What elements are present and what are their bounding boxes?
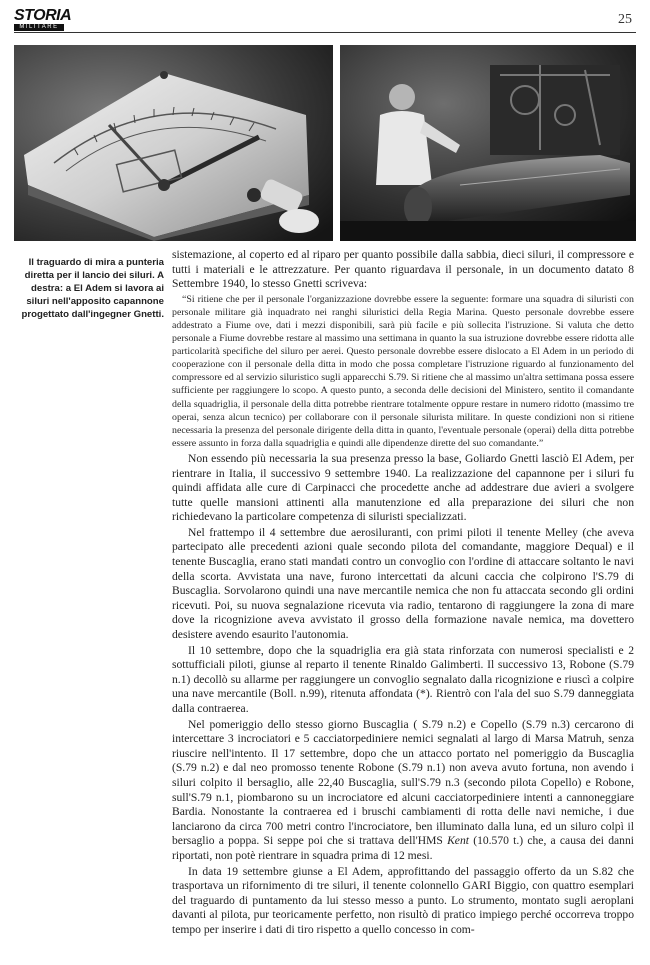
article-paragraph: Nel frattempo il 4 settembre due aerosiluranti, con primi piloti il tenente Melley (che aveva partecipato alle precedenti azioni quale secondo pilota del comandante, maggiore Dequal) e il tenente Buscaglia, erano stati mandati contro un convoglio con l'ordine di attaccare soltanto le navi della scorta. Avvistata una nave, furono intercettati da alcuni caccia che colpirono l'S.79 di Buscaglia. Sorvolarono quindi una nave mercantile nemica che non fu attaccata secondo gli ordini ricevuti. Poi, su nuova segnalazione ricevuta via radio, tentarono di raggiungere la zona di mare dove la ricognizione aveva avvistato il grosso della formazione navale nemica, ma dovettero desistere avendo esaurito l'autonomia.: [172, 525, 634, 642]
logo-title: STORIA: [14, 7, 72, 24]
quoted-document: “Si ritiene che per il personale l'organizzazione dovrebbe essere la seguente: formare una squadra di siluristi con personale militare già inquadrato nei ranghi siluristici della Regia Marina. Questo personale dovrebbe essere addestrato a Fiume ove, dati i mezzi disponibili, sarà più facile e più sollecita l'istruzione. Si valuta che detto personale a Fiume dovrebbe restare al massimo una settimana in quanto la sua istruzione dovrebbe essere ridotta alle particolarità specifiche del siluro per aerei. Questo personale dovrebbe essere dislocato a El Adem in un periodo di cooperazione con il personale della ditta in modo che possa completare l'istruzione riguardo al funzionamento del compressore ed al servizio siluristico sugli apparecchi S.79. Si ritiene che al massimo un'altra settimana possa essere sufficiente per raggiungere lo scopo. A questo punto, a seconda delle decisioni del Ministero, sentito il comandante della squadriglia, il personale della ditta potrebbe rientrare totalmente oppure restare in numero ridotto (massimo tre operai, senza alcun tecnico) per collaborare con il personale silurista militare. In queste condizioni non si ritiene necessaria la presenza del personale dirigente della ditta in quanto, l'eventuale personale (operai) della ditta potrebbe essere assunto in forza dalla squadriglia e quindi alle dipendenze dirette del suo comandante.”: [172, 293, 634, 449]
article-body: [172, 248, 634, 939]
article-paragraph: Il 10 settembre, dopo che la squadriglia era già stata rinforzata con numerosi specialisti e 2 sottufficiali piloti, giunse al reparto il tenente Rinaldo Galimberti. Il successivo 13, Robone (S.79 n.1) decollò su allarme per raggiungere un convoglio segnalato dalla ricognizione e riuscì a colpire una nave mercantile (Boll. n.99), ritenuta affondata (*). Rientrò con l'ala del suo S.79 danneggiata dalla contraerea.: [172, 643, 634, 715]
aiming-sight-illustration: [14, 45, 333, 241]
page-number: 25: [618, 12, 632, 27]
ship-name: Kent: [447, 834, 469, 848]
photo-torpedo-hangar: [340, 45, 636, 241]
article-paragraph: [172, 718, 634, 864]
paragraph-text: (10.570 t.) che, a causa dei danni riportati, non potè rientrare in squadra prima di 12 mesi.: [172, 834, 634, 862]
article-paragraph: Non essendo più necessaria la sua presenza presso la base, Goliardo Gnetti lasciò El Adem, per rientrare in Italia, il successivo 9 settembre 1940. La realizzazione del capannone per i siluri fu quindi affidata alle cure di Carpinacci che procedette anche ad addestrare due avieri a svolgere tutte quelle mansioni attinenti alla manutenzione ed alla preparazione dei siluri che non richiedevano la particolare competenza di siluristi specializzati.: [172, 451, 634, 524]
photo-caption: Il traguardo di mira a punteria diretta per il lancio dei siluri. A destra: a El Adem si lavora ai siluri nell'apposito capannone progettato dall'ingegner Gnetti.: [21, 257, 164, 320]
photo-aiming-sight: [14, 45, 333, 241]
article-paragraph: sistemazione, al coperto ed al riparo per quanto possibile dalla sabbia, dieci siluri, il compressore e tutti i materiali e le attrezzature. Per quanto riguardava il personale, in un documento datato 8 Settembre 1940, lo stesso Gnetti scriveva:: [172, 248, 634, 291]
paragraph-text: Nel pomeriggio dello stesso giorno Buscaglia ( S.79 n.2) e Copello (S.79 n.3) cercarono di intercettare 3 incrociatori e 5 cacciatorpediniere nemici segnalati al largo di Marsa Matruh, senza riuscire nell'intento. Il 17 settembre, dopo che un attacco portato nel pomeriggio da Buscaglia (S.79 n.2) e dal neo promosso tenente Robone (S.79 n.1) non aveva avuto fortuna, non avendo i siluri colpito il bersaglio, alle 22,40 Buscaglia, sull'S.79 n.3 (secondo pilota Copello) e Robone, sull'S.79 n.1, piombarono su un incrociatore ed alcuni cacciatorpediniere intenti a cannoneggiare Bardia. Nonostante la contraerea ed i bruschi cambiamenti di rotta delle navi nemiche, i due lanciarono da circa 700 metri contro l'incrociatore, ben illuminato dalla luna, ed un siluro colpì il bersaglio a poppa. Si seppe poi che si trattava dell'HMS: [172, 717, 634, 848]
header-rule: [14, 32, 636, 33]
logo-subtitle: MILITARE: [14, 24, 64, 31]
article-paragraph: In data 19 settembre giunse a El Adem, approfittando del passaggio offerto da un S.82 che trasportava un rifornimento di tre siluri, il tenente colonnello GARI Biggio, con quattro esemplari del traguardo di puntamento da lui stesso messo a punto. Lo strumento, montato sugli aeroplani davanti al pilota, pur teoricamente perfetto, non risultò di pratico impiego perché occorreva troppo tempo per inserire i dati di tiro rispetto a quello concesso in com-: [172, 864, 634, 936]
torpedo-hangar-illustration: [340, 45, 636, 241]
magazine-logo: [14, 7, 72, 31]
